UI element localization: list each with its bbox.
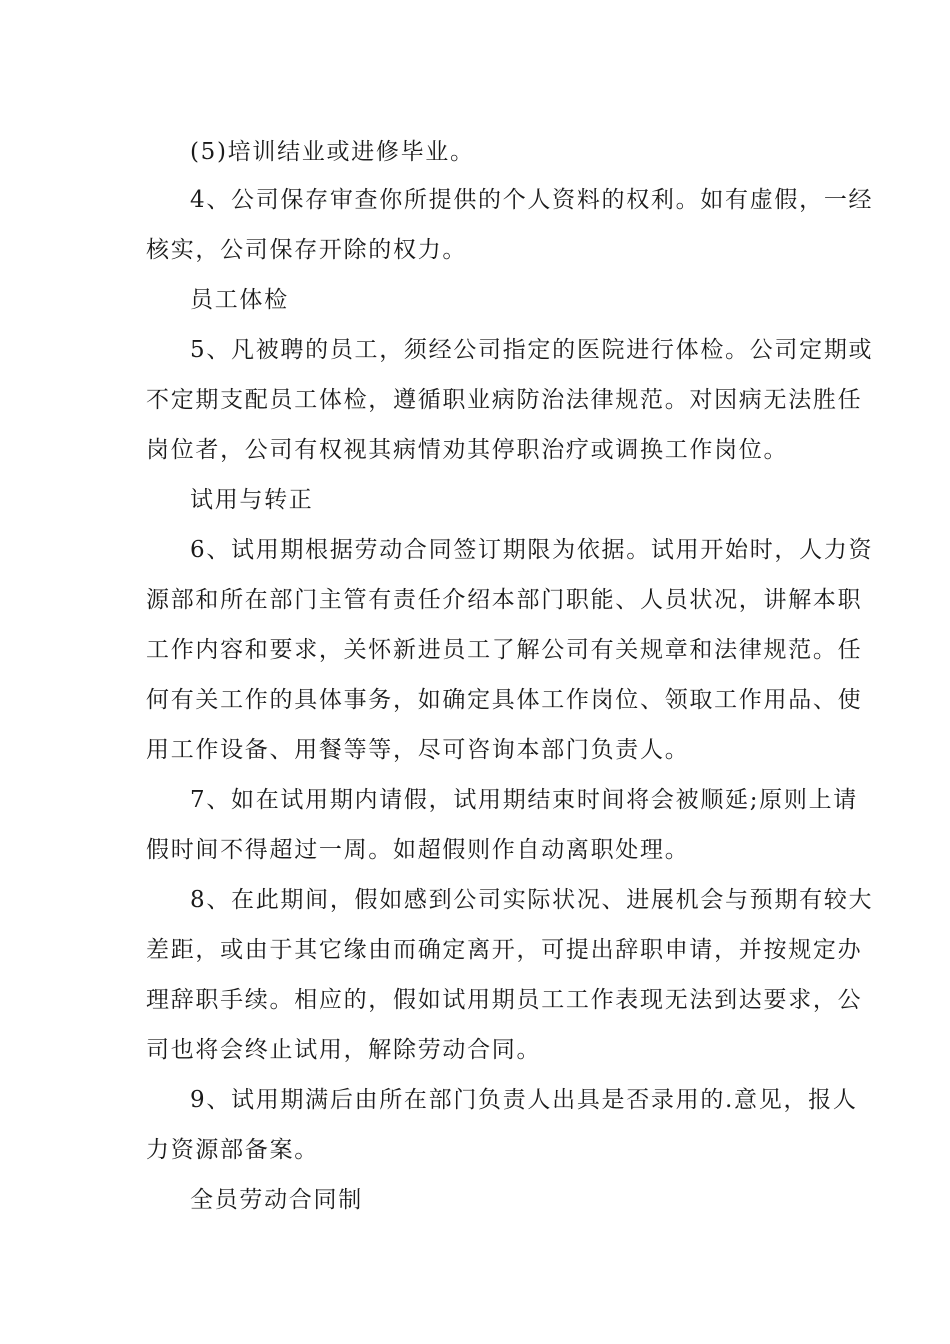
text-line: 力资源部备案。	[146, 1137, 319, 1163]
text-line: 假时间不得超过一周。如超假则作自动离职处理。	[146, 837, 690, 863]
text-line: 源部和所在部门主管有责任介绍本部门职能、人员状况，讲解本职	[146, 587, 863, 613]
text-line: 岗位者，公司有权视其病情劝其停职治疗或调换工作岗位。	[146, 437, 789, 463]
section-heading: 员工体检	[190, 287, 289, 313]
section-heading: 全员劳动合同制	[190, 1187, 363, 1213]
text-line: 7、如在试用期内请假，试用期结束时间将会被顺延;原则上请	[190, 787, 858, 813]
text-line: 9、试用期满后由所在部门负责人出具是否录用的.意见，报人	[190, 1087, 858, 1113]
text-line: 不定期支配员工体检，遵循职业病防治法律规范。对因病无法胜任	[146, 387, 863, 413]
text-line: (5)培训结业或进修毕业。	[190, 139, 475, 165]
text-line: 4、公司保存审查你所提供的个人资料的权利。如有虚假，一经	[190, 187, 874, 213]
text-line: 用工作设备、用餐等等，尽可咨询本部门负责人。	[146, 737, 690, 763]
text-line: 8、在此期间，假如感到公司实际状况、进展机会与预期有较大	[190, 887, 874, 913]
text-line: 5、凡被聘的员工，须经公司指定的医院进行体检。公司定期或	[190, 337, 874, 363]
text-line: 差距，或由于其它缘由而确定离开，可提出辞职申请，并按规定办	[146, 937, 863, 963]
text-line: 核实，公司保存开除的权力。	[146, 237, 468, 263]
text-line: 司也将会终止试用，解除劳动合同。	[146, 1037, 542, 1063]
text-line: 6、试用期根据劳动合同签订期限为依据。试用开始时，人力资	[190, 537, 874, 563]
text-line: 理辞职手续。相应的，假如试用期员工工作表现无法到达要求，公	[146, 987, 863, 1013]
section-heading: 试用与转正	[190, 487, 314, 513]
text-line: 工作内容和要求，关怀新进员工了解公司有关规章和法律规范。任	[146, 637, 863, 663]
text-line: 何有关工作的具体事务，如确定具体工作岗位、领取工作用品、使	[146, 687, 863, 713]
